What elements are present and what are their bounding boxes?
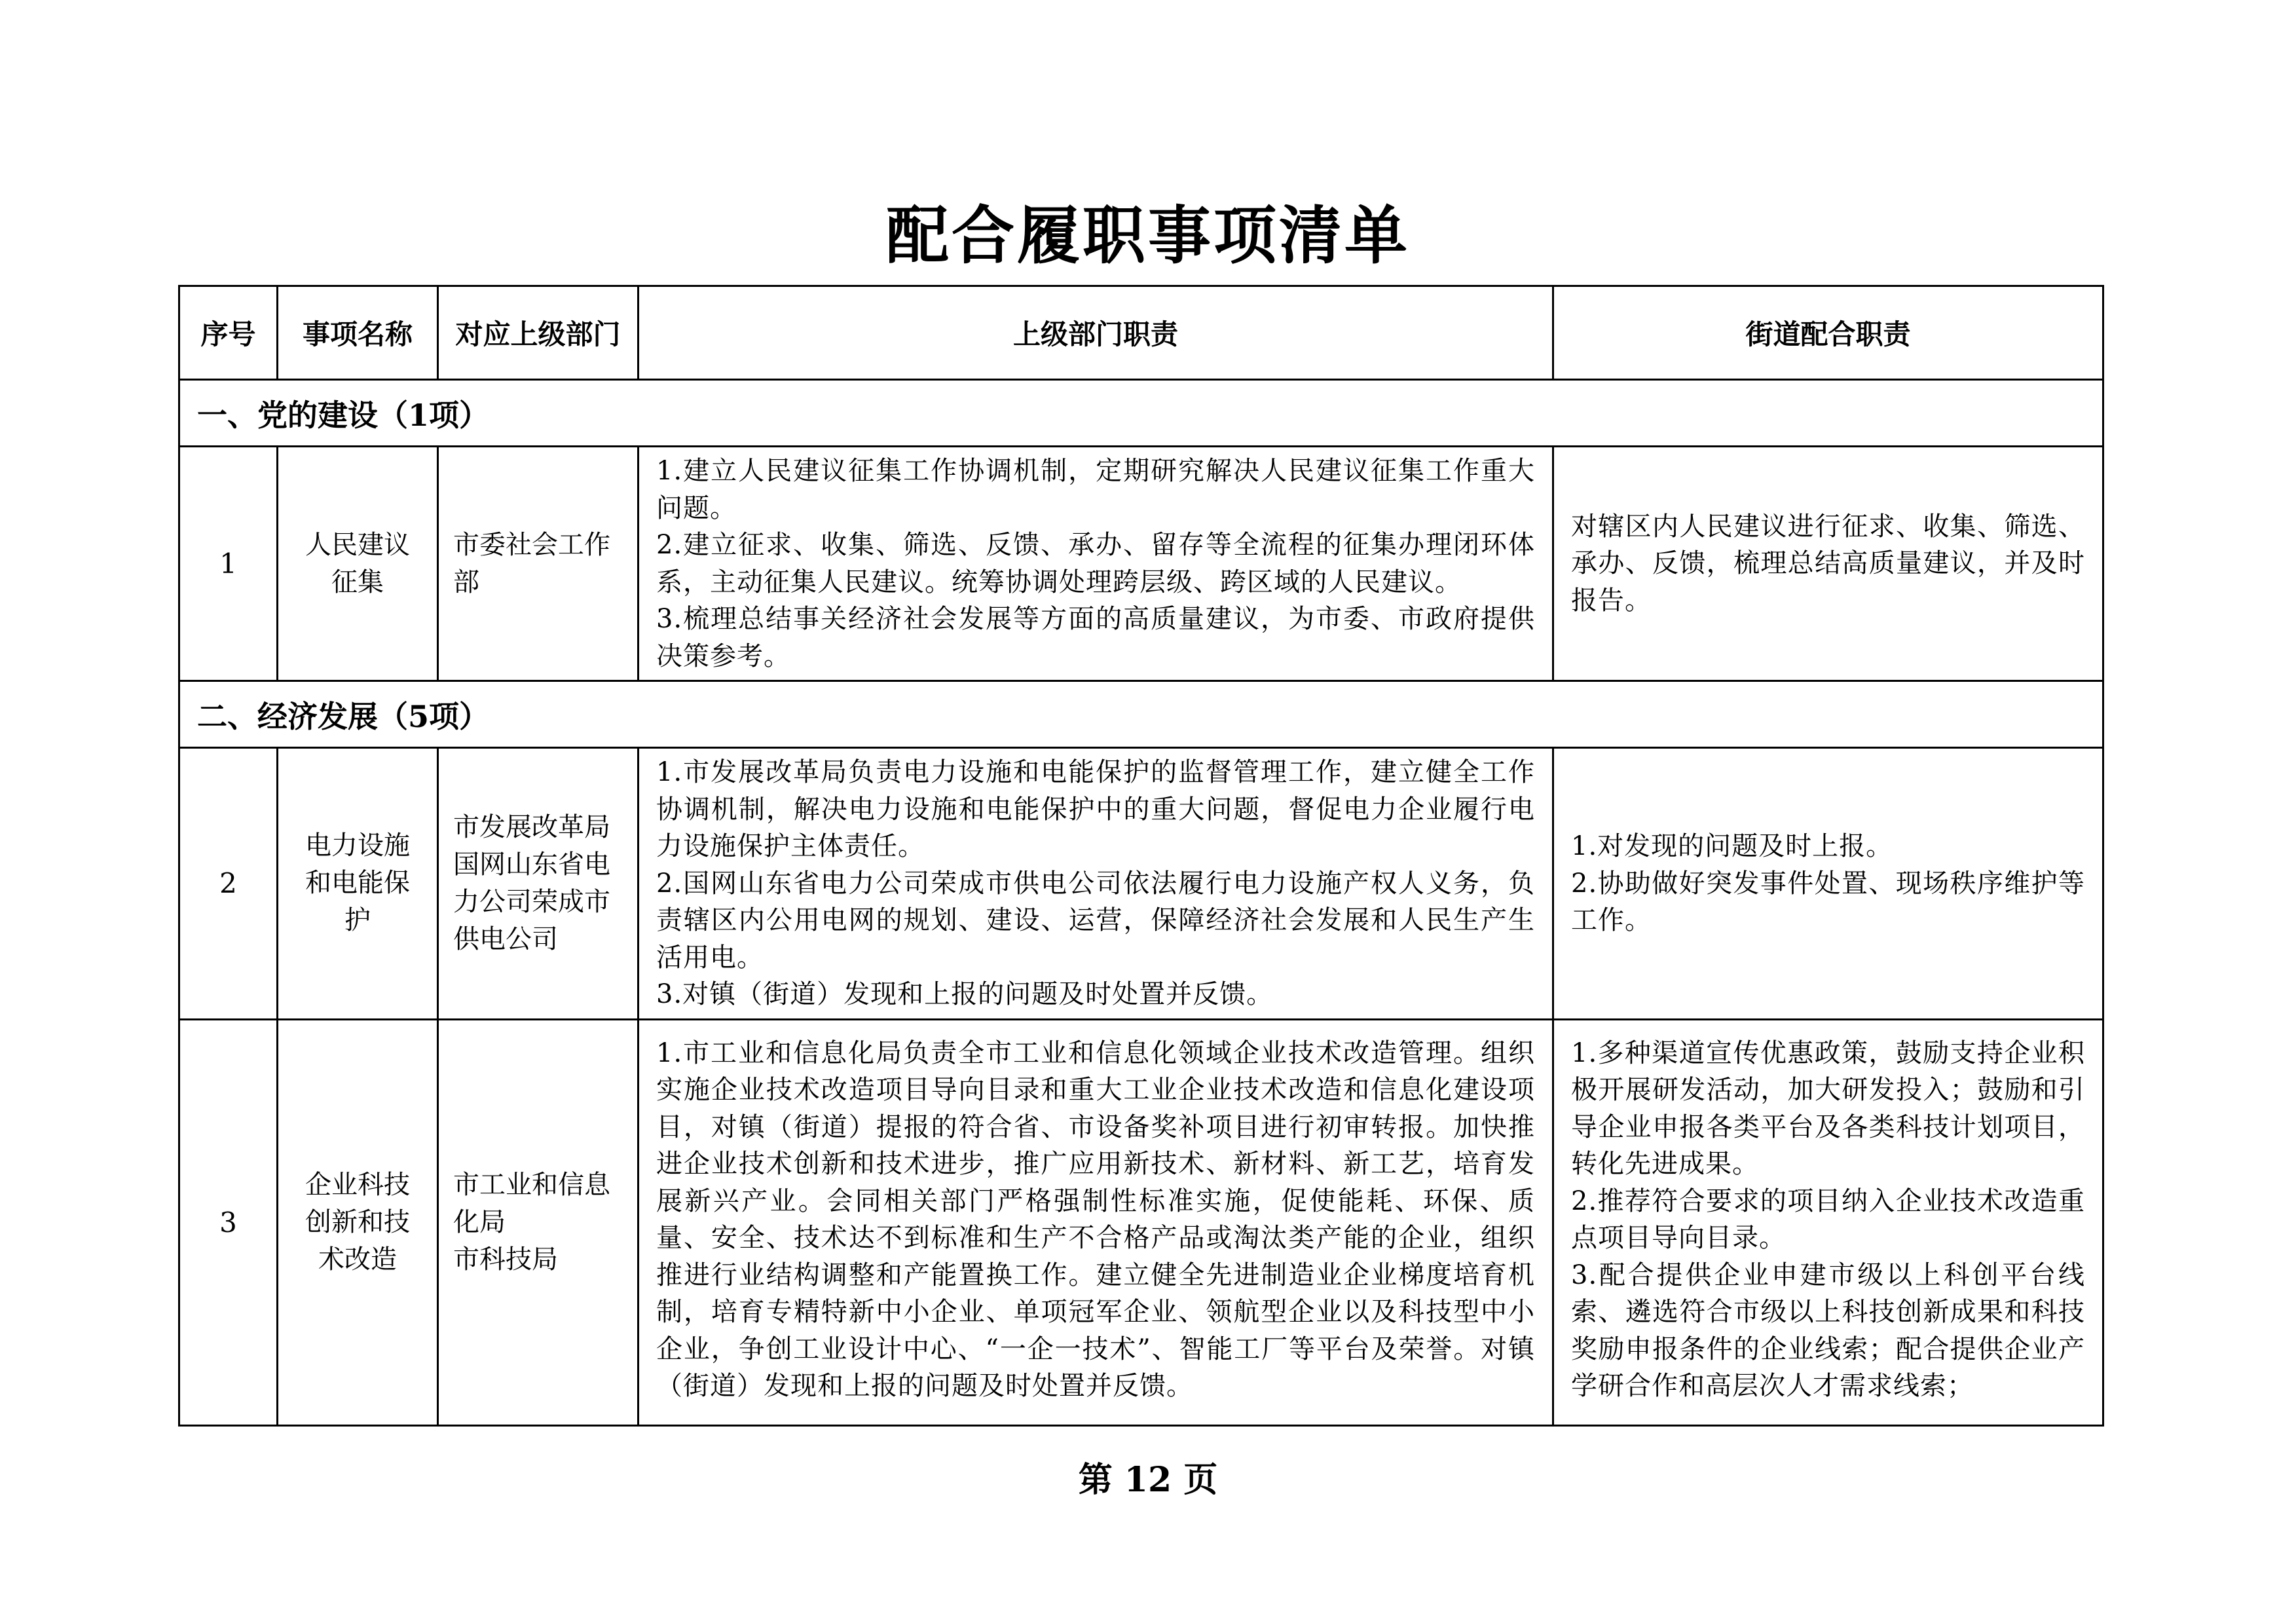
row-number: 2 [179,748,278,1020]
upper-department: 市委社会工作 部 [438,447,639,681]
duty-list-table [178,285,2104,1427]
upper-department: 市发展改革局 国网山东省电 力公司荣成市 供电公司 [438,748,639,1020]
section-heading-row [179,380,2103,447]
item-name: 企业科技 创新和技 术改造 [278,1019,438,1425]
item-name: 人民建议 征集 [278,447,438,681]
table-row [179,748,2103,1020]
section-heading: 一、党的建设（1项） [179,380,2103,447]
table-row [179,1019,2103,1425]
row-number: 1 [179,447,278,681]
section-heading-row [179,681,2103,748]
table-row [179,447,2103,681]
upper-duties: 1.市工业和信息化局负责全市工业和信息化领域企业技术改造管理。组织实施企业技术改造项目导向目录和重大工业企业技术改造和信息化建设项目，对镇（街道）提报的符合省、市设备奖补项目进行初审转报。加快推进企业技术创新和技术进步，推广应用新技术、新材料、新工艺，培育发展新兴产业。会同相关部门严格强制性标准实施，促使能耗、环保、质量、安全、技术达不到标准和生产不合格产品或淘汰类产能的企业，组织推进行业结构调整和产能置换工作。建立健全先进制造业企业梯度培育机制，培育专精特新中小企业、单项冠军企业、领航型企业以及科技型中小企业，争创工业设计中心、“一企一技术”、智能工厂等平台及荣誉。对镇（街道）发现和上报的问题及时处置并反馈。 [639,1019,1553,1425]
upper-duties: 1.市发展改革局负责电力设施和电能保护的监督管理工作，建立健全工作协调机制，解决电力设施和电能保护中的重大问题，督促电力企业履行电力设施保护主体责任。 2.国网山东省电力公司荣成市供电公司依法履行电力设施产权人义务，负责辖区内公用电网的规划、建设、运营，保障经济社会发展和人民生产生活用电。 3.对镇（街道）发现和上报的问题及时处置并反馈。 [639,748,1553,1020]
table-header-row [179,286,2103,380]
row-number: 3 [179,1019,278,1425]
header-upper-duties: 上级部门职责 [639,286,1553,380]
section-heading: 二、经济发展（5项） [179,681,2103,748]
upper-department: 市工业和信息 化局 市科技局 [438,1019,639,1425]
header-serial: 序号 [179,286,278,380]
street-duties: 1.多种渠道宣传优惠政策，鼓励支持企业积极开展研发活动，加大研发投入；鼓励和引导企业申报各类平台及各类科技计划项目，转化先进成果。 2.推荐符合要求的项目纳入企业技术改造重点项目导向目录。 3.配合提供企业申建市级以上科创平台线索、遴选符合市级以上科技创新成果和科技奖励申报条件的企业线索；配合提供企业产学研合作和高层次人才需求线索； [1553,1019,2103,1425]
upper-duties: 1.建立人民建议征集工作协调机制，定期研究解决人民建议征集工作重大问题。 2.建立征求、收集、筛选、反馈、承办、留存等全流程的征集办理闭环体系，主动征集人民建议。统筹协调处理跨层级、跨区域的人民建议。 3.梳理总结事关经济社会发展等方面的高质量建议，为市委、市政府提供决策参考。 [639,447,1553,681]
document-title: 配合履职事项清单 [886,198,1410,272]
street-duties: 对辖区内人民建议进行征求、收集、筛选、承办、反馈，梳理总结高质量建议，并及时报告。 [1553,447,2103,681]
street-duties: 1.对发现的问题及时上报。 2.协助做好突发事件处置、现场秩序维护等工作。 [1553,748,2103,1020]
header-item-name: 事项名称 [278,286,438,380]
page-number: 第 12 页 [1078,1460,1218,1500]
header-street-duties: 街道配合职责 [1553,286,2103,380]
header-upper-department: 对应上级部门 [438,286,639,380]
item-name: 电力设施 和电能保 护 [278,748,438,1020]
